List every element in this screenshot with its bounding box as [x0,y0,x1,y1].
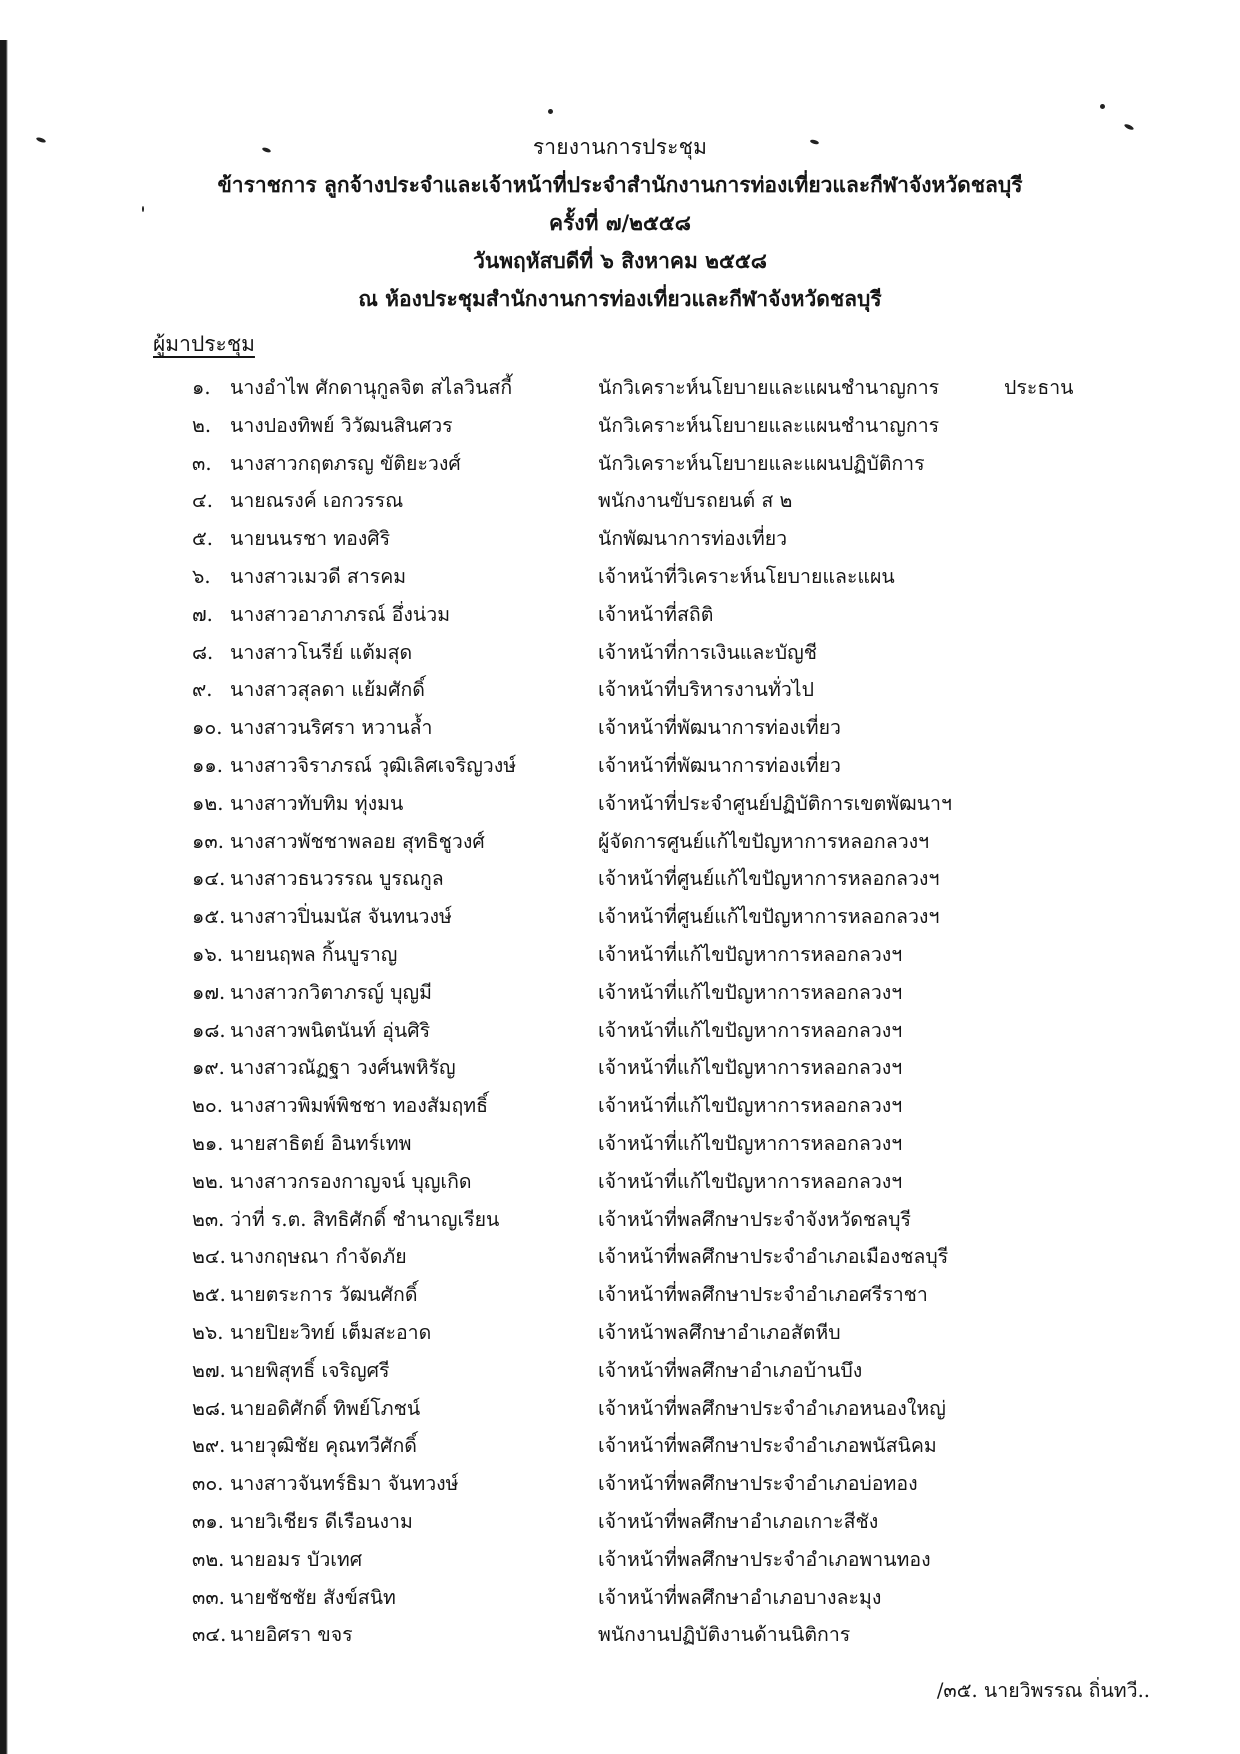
attendee-position: เจ้าหน้าที่แก้ไขปัญหาการหลอกลวงฯ [598,980,903,1004]
attendee-row [0,1163,1240,1201]
attendee-number: ๑๓. [192,829,224,853]
attendee-name: นางสาวกฤตภรญ ขัติยะวงศ์ [230,451,461,475]
attendee-name: นางสาวจันทร์ธิมา จันทวงษ์ [230,1472,459,1496]
attendee-position: เจ้าหน้าที่พลศึกษาประจำอำเภอหนองใหญ่ [598,1396,946,1420]
continuation-note: /๓๕. นายวิพรรณ ถิ่นทวี.. [936,1679,1150,1702]
attendee-position: พนักงานปฏิบัติงานด้านนิติการ [598,1623,851,1647]
attendee-row [0,1541,1240,1579]
attendee-name: นายณรงค์ เอกวรรณ [230,489,404,513]
attendee-number: ๒. [192,413,212,437]
attendee-row [0,1579,1240,1617]
attendee-number: ๖. [192,564,211,588]
attendee-name: นางปองทิพย์ วิวัฒนสินศวร [230,413,453,437]
attendee-number: ๑๖. [192,942,223,966]
attendee-row [0,596,1240,634]
attendee-position: เจ้าหน้าที่สถิติ [598,602,714,626]
attendee-row [0,1427,1240,1465]
scan-speck [1100,104,1105,109]
attendee-position: เจ้าหน้าที่แก้ไขปัญหาการหลอกลวงฯ [598,1056,903,1080]
attendee-number: ๑๑. [192,753,223,777]
attendee-row [0,1616,1240,1654]
attendee-number: ๒๔. [192,1245,226,1269]
attendee-position: เจ้าหน้าที่แก้ไขปัญหาการหลอกลวงฯ [598,1169,903,1193]
attendee-name: นายสาธิตย์ อินทร์เทพ [230,1131,412,1155]
attendee-position: เจ้าหน้าที่พลศึกษาอำเภอบ้านบึง [598,1358,863,1382]
attendee-position: เจ้าหน้าที่บริหารงานทั่วไป [598,678,814,702]
attendee-name: นางสาวสุลดา แย้มศักดิ์ [230,678,425,702]
attendee-name: นายนนรชา ทองศิริ [230,527,391,551]
attendee-row [0,482,1240,520]
report-subtitle: ข้าราชการ ลูกจ้างประจำและเจ้าหน้าที่ประจำสำนักงานการท่องเที่ยวและกีฬาจังหวัดชลบุรี [217,172,1023,197]
attendee-name: นางอำไพ ศักดานุกูลจิต สไลวินสกี้ [230,376,513,399]
attendee-number: ๓. [192,451,212,475]
attendee-number: ๑๒. [192,791,224,815]
attendee-number: ๓๒. [192,1547,225,1571]
attendee-number: ๒๙. [192,1434,226,1458]
attendee-number: ๒๑. [192,1131,224,1155]
attendee-position: เจ้าหน้าที่พลศึกษาอำเภอเกาะสีชัง [598,1509,879,1533]
attendees-heading: ผู้มาประชุม [153,332,255,356]
attendee-number: ๑๔. [192,867,226,891]
attendee-name: นายนฤพล กิ้นบูราญ [230,942,398,966]
attendee-row [0,747,1240,785]
attendee-number: ๑๘. [192,1018,226,1042]
attendee-number: ๑๗. [192,980,226,1004]
attendee-row [0,445,1240,483]
attendee-name: นางสาวพนิตนันท์ อุ่นศิริ [230,1018,431,1042]
attendee-row [0,1201,1240,1239]
attendee-number: ๔. [192,489,213,513]
attendee-number: ๒๗. [192,1358,226,1382]
attendee-name: นางสาวธนวรรณ บูรณกูล [230,867,444,891]
attendee-number: ๑๙. [192,1056,225,1080]
attendee-position: เจ้าหน้าที่ประจำศูนย์ปฏิบัติการเขตพัฒนาฯ [598,791,952,815]
attendee-name: นางสาวโนรีย์ แต้มสุด [230,640,413,664]
attendee-name: นางสาวปิ่นมนัส จันทนวงษ์ [230,905,452,929]
attendee-name: นายพิสุทธิ์ เจริญศรี [230,1358,390,1382]
attendee-number: ๓๑. [192,1509,224,1533]
attendee-position: เจ้าหน้าที่ศูนย์แก้ไขปัญหาการหลอกลวงฯ [598,905,940,929]
attendee-row [0,1390,1240,1428]
attendee-row [0,974,1240,1012]
attendee-position: ผู้จัดการศูนย์แก้ไขปัญหาการหลอกลวงฯ [598,829,930,853]
attendee-position: เจ้าหน้าที่พลศึกษาประจำอำเภอบ่อทอง [598,1472,918,1496]
attendee-row [0,860,1240,898]
attendee-name: นายอดิศักดิ์ ทิพย์โภชน์ [230,1396,421,1420]
attendee-number: ๑. [192,376,211,399]
attendee-name: นายวิเชียร ดีเรือนงาม [230,1509,413,1533]
meeting-date: วันพฤหัสบดีที่ ๖ สิงหาคม ๒๕๕๘ [473,248,767,273]
attendee-position: เจ้าหน้าที่พลศึกษาประจำอำเภอศรีราชา [598,1283,928,1307]
attendee-row [0,1503,1240,1541]
attendee-number: ๒๓. [192,1207,225,1231]
attendee-position: เจ้าหน้าที่พลศึกษาอำเภอบางละมุง [598,1585,882,1609]
attendee-name: นางสาวณัฏฐา วงศ์นพหิรัญ [230,1056,456,1080]
attendee-row [0,898,1240,936]
attendee-name: นางสาวนริศรา หวานล้ำ [230,716,433,740]
attendee-position: เจ้าหน้าที่แก้ไขปัญหาการหลอกลวงฯ [598,1131,903,1155]
attendee-position: เจ้าหน้าที่แก้ไขปัญหาการหลอกลวงฯ [598,1094,903,1118]
attendee-number: ๑๐. [192,716,223,740]
attendee-number: ๑๕. [192,905,226,929]
attendee-name: นายตระการ วัฒนศักดิ์ [230,1283,418,1307]
attendee-list [0,369,1240,1654]
attendee-position: นักวิเคราะห์นโยบายและแผนชำนาญการ [598,376,940,399]
attendee-name: นางสาวจิราภรณ์ วุฒิเลิศเจริญวงษ์ [230,753,517,777]
attendee-number: ๓๐. [192,1472,224,1496]
attendee-row [0,1238,1240,1276]
attendee-name: นางสาวเมวดี สารคม [230,564,407,588]
attendee-position: เจ้าหน้าที่วิเคราะห์นโยบายและแผน [598,564,895,588]
attendee-row [0,1465,1240,1503]
attendee-row [0,520,1240,558]
attendee-row [0,785,1240,823]
attendee-name: นางสาวกวิตาภรญ์ บุญมี [230,980,432,1004]
meeting-location: ณ ห้องประชุมสำนักงานการท่องเที่ยวและกีฬาจังหวัดชลบุรี [358,286,882,311]
attendee-number: ๗. [192,602,213,626]
attendee-name: นางสาวพัชชาพลอย สุทธิชูวงศ์ [230,829,485,853]
attendee-name: นางสาวอาภาภรณ์ อึ่งน่วม [230,602,451,626]
attendee-position: เจ้าหน้าที่พลศึกษาประจำจังหวัดชลบุรี [598,1207,911,1231]
attendee-row [0,709,1240,747]
attendee-name: นายชัชชัย สังข์สนิท [230,1585,396,1609]
attendee-number: ๒๖. [192,1320,224,1344]
attendee-position: เจ้าหน้าพลศึกษาอำเภอสัตหีบ [598,1320,841,1344]
report-title: รายงานการประชุม [532,135,708,159]
attendee-position: เจ้าหน้าที่พัฒนาการท่องเที่ยว [598,753,841,777]
attendee-row [0,1276,1240,1314]
scan-speck [548,109,553,114]
attendee-name: นายอิศรา ขจร [230,1623,353,1647]
attendee-name: นายอมร บัวเทศ [230,1547,363,1571]
attendee-number: ๒๒. [192,1169,224,1193]
meeting-number: ครั้งที่ ๗/๒๕๕๘ [548,210,692,235]
attendee-number: ๘. [192,640,214,664]
attendee-number: ๒๘. [192,1396,227,1420]
attendee-position: เจ้าหน้าที่แก้ไขปัญหาการหลอกลวงฯ [598,942,903,966]
attendee-position: เจ้าหน้าที่ศูนย์แก้ไขปัญหาการหลอกลวงฯ [598,867,940,891]
attendee-row [0,1125,1240,1163]
attendee-position: นักวิเคราะห์นโยบายและแผนปฏิบัติการ [598,451,925,475]
attendee-row [0,1049,1240,1087]
attendee-position: เจ้าหน้าที่พลศึกษาประจำอำเภอพานทอง [598,1547,931,1571]
attendee-row [0,823,1240,861]
attendee-position: เจ้าหน้าที่พัฒนาการท่องเที่ยว [598,716,841,740]
attendee-number: ๒๕. [192,1283,226,1307]
attendee-name: นางสาวทับทิม ทุ่งมน [230,791,404,815]
attendee-position: นักวิเคราะห์นโยบายและแผนชำนาญการ [598,413,940,437]
attendee-name: นางสาวพิมพ์พิชชา ทองสัมฤทธิ์ [230,1094,489,1118]
attendee-role: ประธาน [1004,376,1074,399]
attendee-row [0,936,1240,974]
attendee-number: ๓๔. [192,1623,227,1647]
attendee-position: นักพัฒนาการท่องเที่ยว [598,527,788,551]
attendee-position: เจ้าหน้าที่พลศึกษาประจำอำเภอพนัสนิคม [598,1434,937,1458]
report-header [0,128,1240,318]
attendee-number: ๓๓. [192,1585,225,1609]
attendee-row [0,558,1240,596]
attendee-number: ๙. [192,678,213,702]
attendee-name: นายปิยะวิทย์ เต็มสะอาด [230,1320,432,1344]
attendee-row [0,1314,1240,1352]
attendee-position: พนักงานขับรถยนต์ ส ๒ [598,489,793,513]
attendee-row [0,407,1240,445]
attendee-row [0,1352,1240,1390]
attendee-position: เจ้าหน้าที่แก้ไขปัญหาการหลอกลวงฯ [598,1018,903,1042]
attendee-name: นายวุฒิชัย คุณทวีศักดิ์ [230,1434,417,1458]
attendee-name: ว่าที่ ร.ต. สิทธิศักดิ์ ชำนาญเรียน [230,1207,500,1231]
attendee-row [0,1087,1240,1125]
attendee-number: ๕. [192,527,213,551]
scan-top-edge [0,0,1240,42]
attendee-row [0,634,1240,672]
attendee-row [0,671,1240,709]
attendee-position: เจ้าหน้าที่พลศึกษาประจำอำเภอเมืองชลบุรี [598,1245,949,1269]
attendee-name: นางกฤษณา กำจัดภัย [230,1245,407,1269]
attendee-name: นางสาวกรองกาญจน์ บุญเกิด [230,1169,472,1193]
attendee-number: ๒๐. [192,1094,223,1118]
attendee-row [0,1012,1240,1050]
attendee-position: เจ้าหน้าที่การเงินและบัญชี [598,640,817,664]
attendee-row [0,369,1240,407]
